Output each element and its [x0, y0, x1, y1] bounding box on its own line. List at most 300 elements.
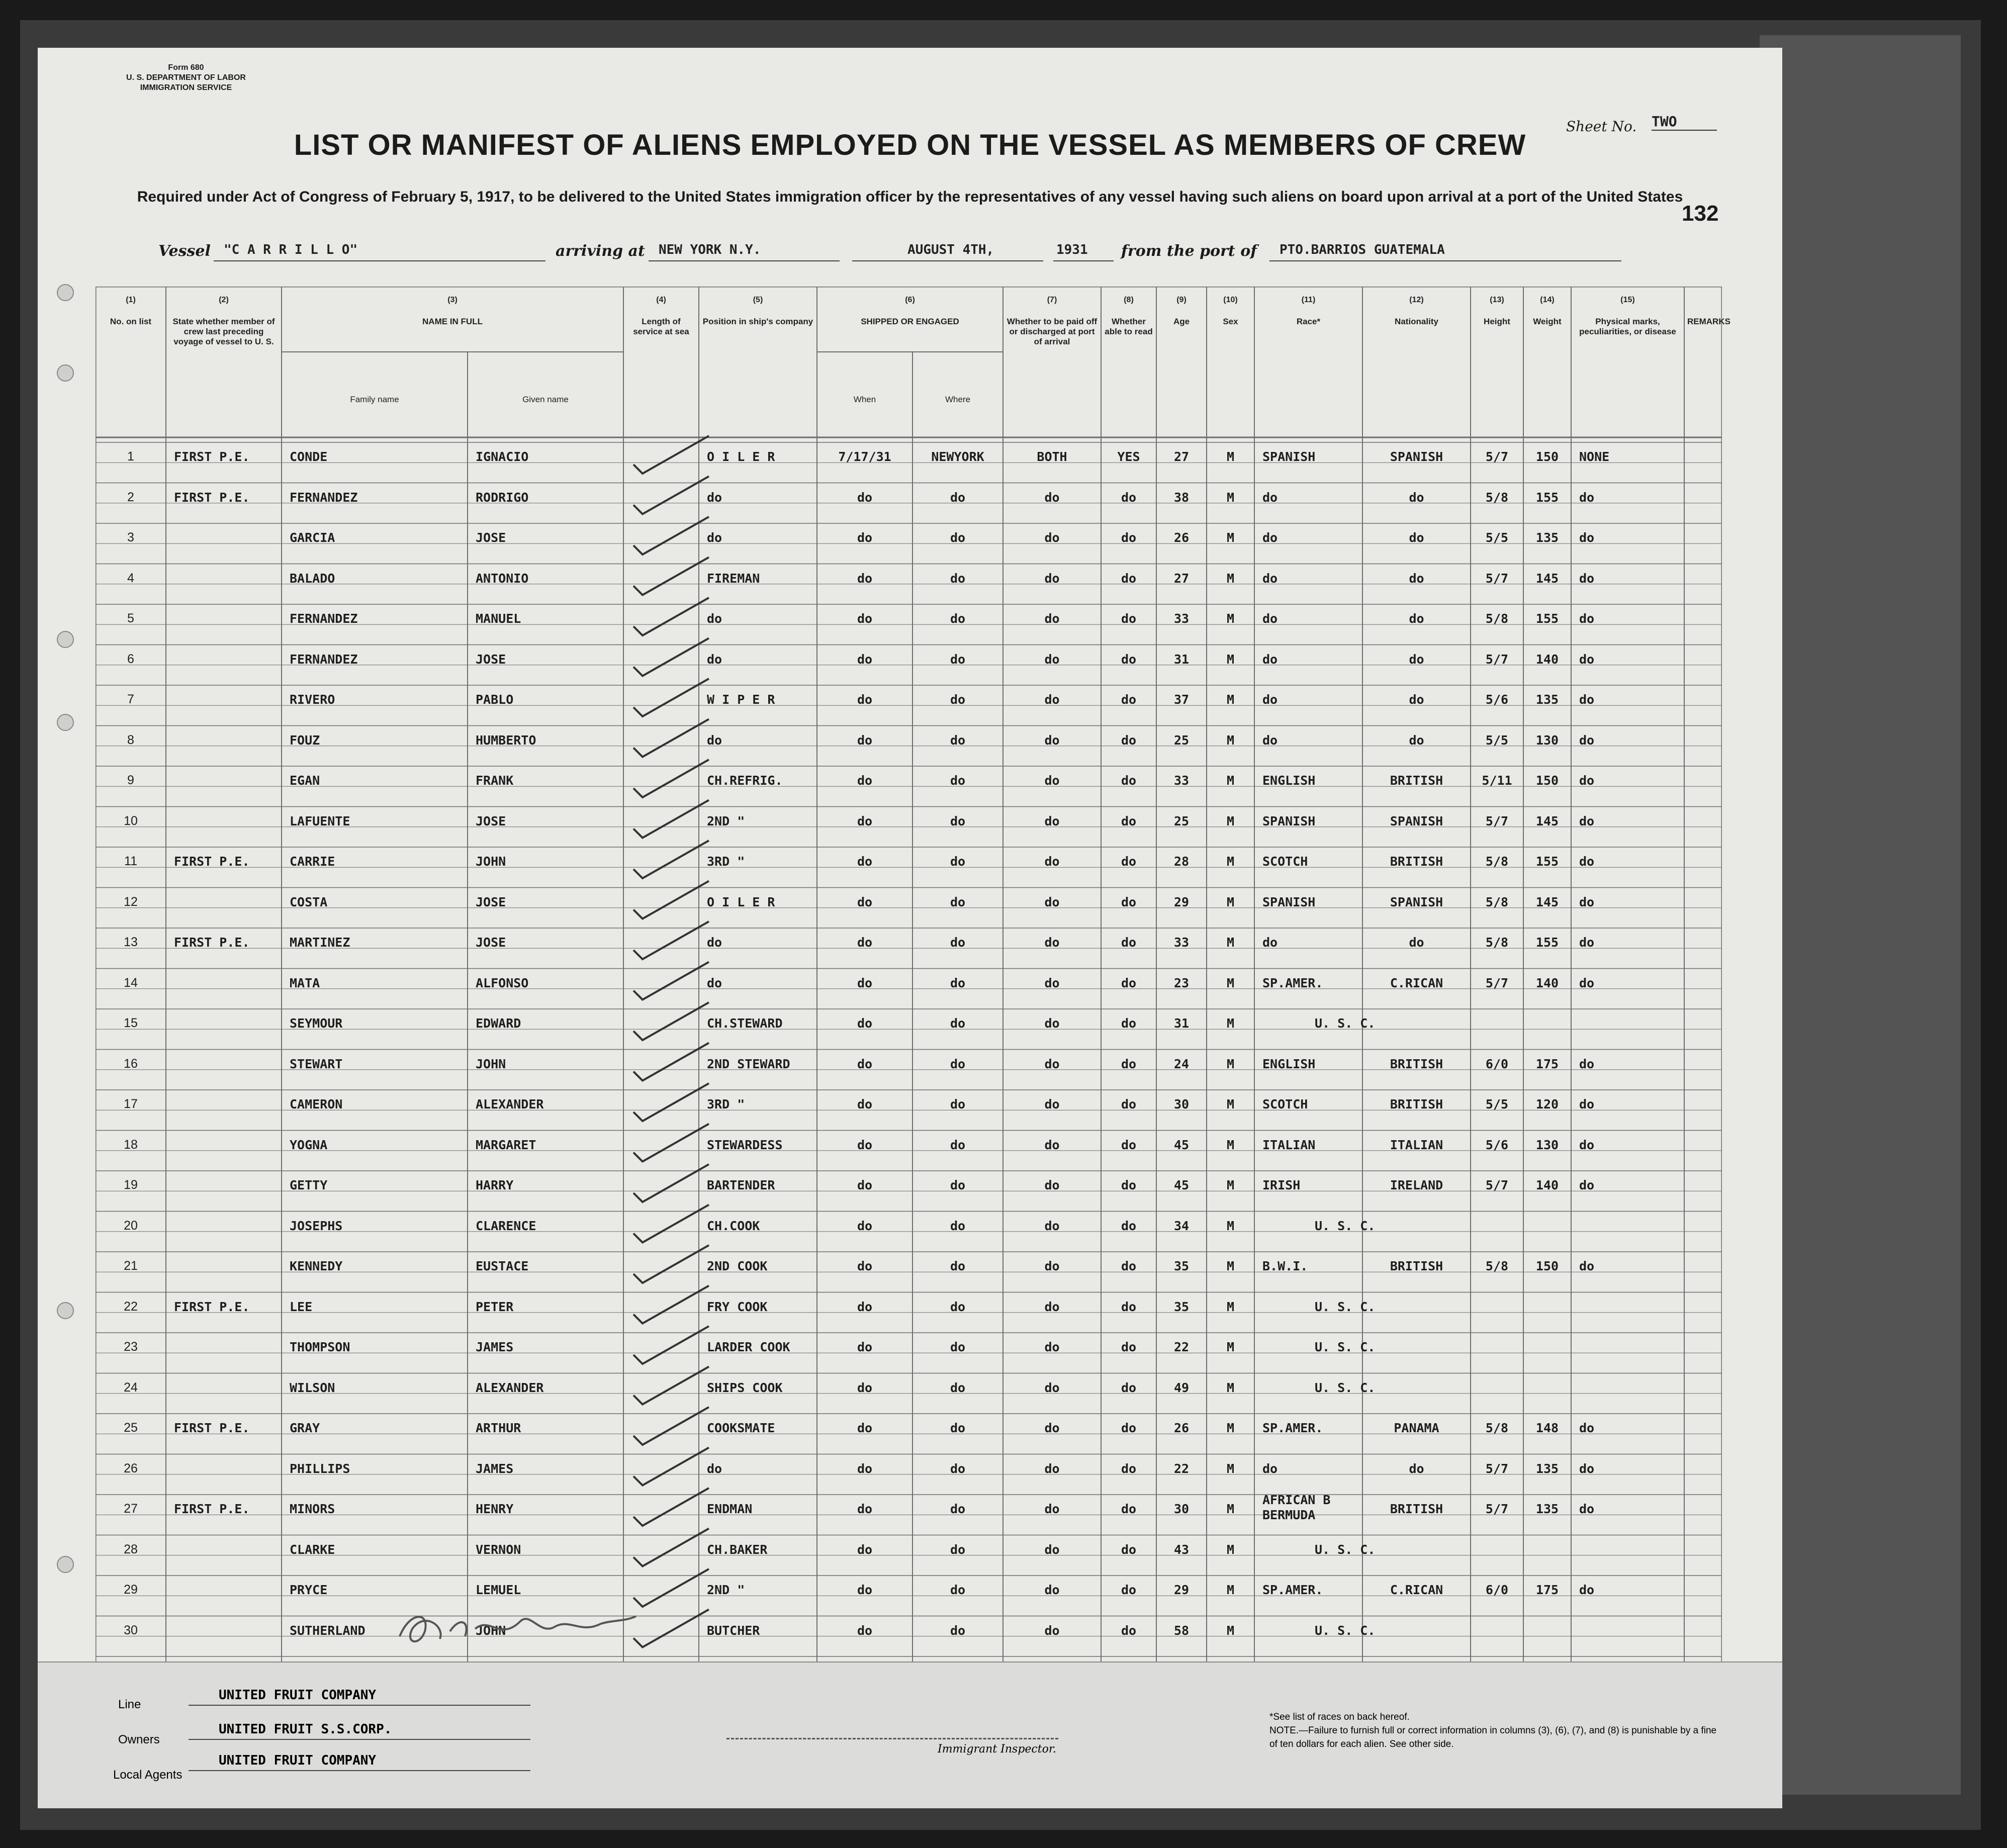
column-number: (6) — [905, 296, 915, 304]
check-mark — [633, 1043, 709, 1081]
cell-when: do — [857, 1178, 873, 1192]
cell-age: 30 — [1173, 1097, 1190, 1112]
check-mark — [633, 881, 709, 919]
cell-family: RIVERO — [290, 692, 335, 707]
cell-age: 24 — [1173, 1056, 1190, 1071]
cell-race: do — [1262, 935, 1278, 950]
cell-weight: 150 — [1535, 1259, 1559, 1273]
cell-given: RODRIGO — [476, 490, 529, 505]
cell-position: 2ND " — [707, 813, 745, 828]
cell-weight: 150 — [1535, 773, 1559, 788]
cell-family: LEE — [290, 1299, 313, 1314]
column-number: (5) — [753, 296, 763, 304]
binder-hole — [57, 714, 74, 731]
cell-height: 5/7 — [1485, 1178, 1509, 1192]
cell-read: do — [1121, 1137, 1137, 1152]
races-note: *See list of races on back hereof. — [1269, 1712, 1410, 1722]
cell-position: 2ND " — [707, 1583, 745, 1597]
cell-weight: 155 — [1535, 611, 1559, 626]
cell-position: 3RD " — [707, 854, 745, 869]
cell-given: ANTONIO — [476, 571, 529, 586]
cell-sex: M — [1226, 1299, 1235, 1314]
column-number: (8) — [1124, 296, 1134, 304]
cell-read: do — [1121, 490, 1137, 505]
vessel-label: Vessel — [158, 242, 211, 260]
from-label: from the port of — [1121, 242, 1257, 260]
cell-prev: FIRST P.E. — [174, 1421, 250, 1435]
cell-race: SCOTCH — [1262, 854, 1308, 869]
cell-race: ITALIAN — [1262, 1137, 1316, 1152]
cell-family: CONDE — [290, 449, 328, 464]
column-header: Position in ship's company — [702, 317, 813, 326]
cell-marks: do — [1579, 975, 1595, 990]
cell-height: 5/8 — [1485, 611, 1509, 626]
cell-family: MATA — [290, 975, 320, 990]
cell-height: 5/5 — [1485, 530, 1509, 545]
cell-where: do — [950, 1178, 966, 1192]
cell-position: W I P E R — [707, 692, 775, 707]
cell-read: do — [1121, 571, 1137, 586]
check-mark — [633, 719, 709, 757]
cell-sex: M — [1226, 732, 1235, 748]
cell-sex: M — [1226, 1380, 1235, 1395]
cell-height: 5/7 — [1485, 1502, 1509, 1516]
cell-nationality: do — [1409, 692, 1424, 707]
column-number: (7) — [1047, 296, 1057, 304]
cell-race: U. S. C. — [1315, 1218, 1376, 1233]
cell-no: 2 — [127, 490, 134, 504]
sheet-value: TWO — [1652, 113, 1717, 131]
check-mark — [633, 1083, 709, 1121]
cell-read: do — [1121, 1583, 1137, 1597]
cell-when: do — [857, 1421, 873, 1435]
cell-sex: M — [1226, 530, 1235, 545]
cell-paid: do — [1044, 773, 1060, 788]
cell-height: 5/8 — [1485, 854, 1509, 869]
cell-nationality: do — [1409, 935, 1424, 950]
from-port: PTO.BARRIOS GUATEMALA — [1280, 242, 1445, 257]
cell-age: 25 — [1173, 732, 1190, 748]
cell-no: 16 — [124, 1056, 138, 1071]
column-subheader: Family name — [350, 395, 399, 404]
cell-height: 5/11 — [1482, 773, 1512, 788]
cell-marks: do — [1579, 1461, 1595, 1476]
cell-sex: M — [1226, 692, 1235, 707]
cell-given: HENRY — [476, 1502, 514, 1516]
cell-marks: do — [1579, 1259, 1595, 1273]
cell-age: 27 — [1173, 571, 1190, 586]
cell-given: JAMES — [476, 1340, 514, 1354]
cell-age: 58 — [1173, 1623, 1190, 1638]
cell-age: 33 — [1173, 773, 1190, 788]
cell-given: JOSE — [476, 652, 506, 667]
cell-weight: 130 — [1535, 1137, 1559, 1152]
cell-marks: do — [1579, 1056, 1595, 1071]
cell-position: CH.BAKER — [707, 1542, 768, 1557]
cell-when: do — [857, 1502, 873, 1516]
cell-given: JAMES — [476, 1461, 514, 1476]
cell-given: PABLO — [476, 692, 514, 707]
cell-given: JOHN — [476, 1056, 506, 1071]
cell-where: do — [950, 1299, 966, 1314]
cell-nationality: do — [1409, 571, 1424, 586]
check-mark — [633, 517, 709, 555]
column-number: (12) — [1409, 296, 1424, 304]
cell-prev: FIRST P.E. — [174, 490, 250, 505]
cell-given: ALEXANDER — [476, 1097, 544, 1112]
inspector-label: Immigrant Inspector. — [938, 1743, 1056, 1755]
cell-sex: M — [1226, 1623, 1235, 1638]
cell-position: BARTENDER — [707, 1178, 775, 1192]
cell-family: SEYMOUR — [290, 1016, 343, 1031]
cell-family: MINORS — [290, 1502, 335, 1516]
cell-position: FIREMAN — [707, 571, 760, 586]
cell-sex: M — [1226, 1583, 1235, 1597]
cell-marks: do — [1579, 1421, 1595, 1435]
cell-given: LEMUEL — [476, 1583, 521, 1597]
cell-no: 10 — [124, 813, 138, 828]
cell-nationality: ITALIAN — [1390, 1137, 1443, 1152]
cell-given: FRANK — [476, 773, 514, 788]
cell-when: do — [857, 1583, 873, 1597]
cell-read: do — [1121, 935, 1137, 950]
check-mark — [633, 1488, 709, 1526]
cell-family: GRAY — [290, 1421, 320, 1435]
cell-no: 25 — [124, 1421, 138, 1435]
check-mark — [633, 841, 709, 878]
cell-position: do — [707, 975, 722, 990]
cell-read: do — [1121, 1542, 1137, 1557]
cell-read: do — [1121, 854, 1137, 869]
column-header: SHIPPED OR ENGAGED — [861, 317, 959, 326]
cell-family: FERNANDEZ — [290, 611, 358, 626]
cell-race: ENGLISH — [1262, 773, 1316, 788]
column-number: (15) — [1620, 296, 1635, 304]
column-header: Age — [1173, 317, 1190, 326]
cell-read: do — [1121, 1097, 1137, 1112]
cell-weight: 140 — [1535, 975, 1559, 990]
cell-height: 5/8 — [1485, 1421, 1509, 1435]
cell-given: JOHN — [476, 1623, 506, 1638]
cell-given: HUMBERTO — [476, 732, 536, 748]
cell-paid: do — [1044, 1421, 1060, 1435]
cell-height: 5/7 — [1485, 449, 1509, 464]
from-port-field — [1269, 241, 1621, 261]
cell-weight: 135 — [1535, 1461, 1559, 1476]
cell-read: do — [1121, 975, 1137, 990]
cell-paid: do — [1044, 1380, 1060, 1395]
cell-no: 22 — [124, 1299, 138, 1314]
cell-read: do — [1121, 1218, 1137, 1233]
column-header: Whether to be paid off or discharged at port of arrival — [1007, 317, 1098, 346]
cell-no: 20 — [124, 1218, 138, 1233]
penalty-note: NOTE.—Failure to furnish full or correct information in columns (3), (6), (7), and (8) is punishable by a fine of ten dollars for each alien. See other side. — [1269, 1725, 1717, 1749]
cell-position: do — [707, 490, 722, 505]
cell-where: do — [950, 773, 966, 788]
cell-sex: M — [1226, 449, 1235, 464]
cell-read: do — [1121, 1259, 1137, 1273]
cell-age: 33 — [1173, 935, 1190, 950]
cell-position: 2ND STEWARD — [707, 1056, 790, 1071]
cell-family: MARTINEZ — [290, 935, 350, 950]
cell-family: YOGNA — [290, 1137, 328, 1152]
cell-where: do — [950, 1421, 966, 1435]
cell-nationality: do — [1409, 530, 1424, 545]
cell-marks: do — [1579, 894, 1595, 909]
cell-given: CLARENCE — [476, 1218, 536, 1233]
cell-weight: 155 — [1535, 490, 1559, 505]
check-mark — [633, 1529, 709, 1566]
cell-when: do — [857, 1380, 873, 1395]
line-value: UNITED FRUIT COMPANY — [189, 1688, 530, 1706]
cell-no: 17 — [124, 1097, 138, 1111]
column-subheader: When — [853, 395, 876, 404]
cell-given: JOHN — [476, 854, 506, 869]
cell-paid: do — [1044, 813, 1060, 828]
cell-where: do — [950, 1542, 966, 1557]
cell-when: do — [857, 1097, 873, 1112]
cell-sex: M — [1226, 1097, 1235, 1112]
cell-where: do — [950, 530, 966, 545]
cell-position: O I L E R — [707, 894, 775, 909]
cell-age: 34 — [1173, 1218, 1190, 1233]
check-mark — [633, 1164, 709, 1202]
cell-given: IGNACIO — [476, 449, 529, 464]
cell-paid: do — [1044, 935, 1060, 950]
cell-marks: do — [1579, 571, 1595, 586]
cell-where: do — [950, 1056, 966, 1071]
cell-family: CLARKE — [290, 1542, 335, 1557]
column-subheader: Where — [945, 395, 971, 404]
cell-race: SP.AMER. — [1262, 1421, 1323, 1435]
check-mark — [633, 436, 709, 474]
inspector-signature-line — [726, 1738, 1058, 1739]
cell-read: do — [1121, 773, 1137, 788]
cell-paid: do — [1044, 1218, 1060, 1233]
check-mark — [633, 679, 709, 716]
cell-given: EUSTACE — [476, 1259, 529, 1273]
cell-marks: do — [1579, 530, 1595, 545]
cell-where: do — [950, 1380, 966, 1395]
cell-where: do — [950, 854, 966, 869]
cell-height: 5/8 — [1485, 1259, 1509, 1273]
cell-family: THOMPSON — [290, 1340, 350, 1354]
cell-age: 26 — [1173, 1421, 1190, 1435]
cell-when: do — [857, 854, 873, 869]
cell-height: 5/6 — [1485, 1137, 1509, 1152]
check-mark — [633, 1286, 709, 1324]
cell-marks: do — [1579, 813, 1595, 828]
cell-given: JOSE — [476, 813, 506, 828]
cell-marks: do — [1579, 1583, 1595, 1597]
binder-hole — [57, 1302, 74, 1319]
cell-age: 37 — [1173, 692, 1190, 707]
cell-nationality: SPANISH — [1390, 449, 1443, 464]
cell-race: U. S. C. — [1315, 1623, 1376, 1638]
cell-nationality: do — [1409, 1461, 1424, 1476]
cell-when: do — [857, 530, 873, 545]
column-number: (3) — [447, 296, 458, 304]
check-mark — [633, 962, 709, 1000]
cell-weight: 135 — [1535, 1502, 1559, 1516]
cell-race: ENGLISH — [1262, 1056, 1316, 1071]
column-number: (11) — [1301, 296, 1316, 304]
cell-paid: do — [1044, 975, 1060, 990]
cell-nationality: BRITISH — [1390, 773, 1443, 788]
cell-family: KENNEDY — [290, 1259, 343, 1273]
cell-position: do — [707, 530, 722, 545]
cell-nationality: BRITISH — [1390, 854, 1443, 869]
cell-sex: M — [1226, 1137, 1235, 1152]
cell-when: do — [857, 894, 873, 909]
cell-position: O I L E R — [707, 449, 775, 464]
cell-nationality: BRITISH — [1390, 1502, 1443, 1516]
cell-height: 5/7 — [1485, 975, 1509, 990]
cell-sex: M — [1226, 773, 1235, 788]
cell-paid: do — [1044, 1097, 1060, 1112]
cell-marks: do — [1579, 935, 1595, 950]
cell-where: do — [950, 692, 966, 707]
cell-where: do — [950, 1502, 966, 1516]
cell-race: SP.AMER. — [1262, 1583, 1323, 1597]
cell-sex: M — [1226, 975, 1235, 990]
cell-race: SP.AMER. — [1262, 975, 1323, 990]
column-header: Height — [1484, 317, 1510, 326]
column-header: REMARKS — [1687, 317, 1730, 326]
cell-height: 5/8 — [1485, 490, 1509, 505]
cell-when: do — [857, 611, 873, 626]
cell-marks: do — [1579, 490, 1595, 505]
cell-no: 14 — [124, 975, 138, 990]
cell-when: do — [857, 1218, 873, 1233]
cell-weight: 148 — [1535, 1421, 1559, 1435]
check-mark — [633, 1448, 709, 1486]
cell-sex: M — [1226, 490, 1235, 505]
check-mark — [633, 1326, 709, 1364]
cell-sex: M — [1226, 935, 1235, 950]
cell-paid: do — [1044, 1583, 1060, 1597]
cell-weight: 145 — [1535, 813, 1559, 828]
cell-position: BUTCHER — [707, 1623, 760, 1638]
cell-nationality: do — [1409, 732, 1424, 748]
cell-no: 21 — [124, 1259, 138, 1273]
cell-where: do — [950, 1218, 966, 1233]
binder-hole — [57, 1556, 74, 1573]
cell-paid: do — [1044, 732, 1060, 748]
column-number: (2) — [219, 296, 229, 304]
cell-read: do — [1121, 1502, 1137, 1516]
cell-height: 5/8 — [1485, 894, 1509, 909]
cell-sex: M — [1226, 894, 1235, 909]
cell-where: do — [950, 1583, 966, 1597]
column-header: Sex — [1223, 317, 1238, 326]
column-number: (10) — [1223, 296, 1238, 304]
cell-sex: M — [1226, 1340, 1235, 1354]
cell-age: 22 — [1173, 1340, 1190, 1354]
cell-given: ARTHUR — [476, 1421, 521, 1435]
cell-race: do — [1262, 692, 1278, 707]
date-field — [852, 241, 1043, 261]
cell-read: do — [1121, 1016, 1137, 1031]
cell-when: do — [857, 1299, 873, 1314]
cell-height: 5/7 — [1485, 813, 1509, 828]
cell-no: 23 — [124, 1340, 138, 1354]
manifest-sheet — [38, 48, 1782, 1661]
cell-age: 43 — [1173, 1542, 1190, 1557]
cell-when: do — [857, 571, 873, 586]
cell-paid: do — [1044, 652, 1060, 667]
cell-nationality: do — [1409, 490, 1424, 505]
cell-paid: do — [1044, 1461, 1060, 1476]
sheet-number-stamp: 132 — [1682, 201, 1719, 226]
cell-no: 7 — [127, 692, 134, 706]
cell-sex: M — [1226, 1056, 1235, 1071]
cell-when: 7/17/31 — [838, 449, 891, 464]
column-number: (14) — [1540, 296, 1555, 304]
cell-family: FOUZ — [290, 732, 320, 748]
cell-when: do — [857, 1137, 873, 1152]
cell-nationality: PANAMA — [1394, 1421, 1439, 1435]
cell-read: do — [1121, 813, 1137, 828]
year-field — [1053, 241, 1114, 261]
cell-age: 31 — [1173, 652, 1190, 667]
cell-when: do — [857, 490, 873, 505]
cell-age: 35 — [1173, 1299, 1190, 1314]
check-mark — [633, 598, 709, 635]
column-number: (1) — [126, 296, 136, 304]
form-header — [70, 63, 302, 93]
cell-age: 30 — [1173, 1502, 1190, 1516]
cell-height: 5/5 — [1485, 1097, 1509, 1112]
cell-race: do — [1262, 1461, 1278, 1476]
cell-sex: M — [1226, 1421, 1235, 1435]
cell-prev: FIRST P.E. — [174, 935, 250, 950]
cell-when: do — [857, 1016, 873, 1031]
cell-position: ENDMAN — [707, 1502, 753, 1516]
cell-marks: do — [1579, 732, 1595, 748]
cell-prev: FIRST P.E. — [174, 1502, 250, 1516]
vessel-name-field — [214, 241, 545, 261]
cell-marks: do — [1579, 652, 1595, 667]
cell-age: 33 — [1173, 611, 1190, 626]
cell-when: do — [857, 813, 873, 828]
cell-where: do — [950, 1137, 966, 1152]
cell-age: 45 — [1173, 1137, 1190, 1152]
cell-age: 35 — [1173, 1259, 1190, 1273]
cell-given: ALFONSO — [476, 975, 529, 990]
check-mark — [633, 760, 709, 797]
cell-height: 5/5 — [1485, 732, 1509, 748]
cell-marks: NONE — [1579, 449, 1610, 464]
cell-weight: 145 — [1535, 894, 1559, 909]
cell-when: do — [857, 1623, 873, 1638]
cell-when: do — [857, 1056, 873, 1071]
cell-when: do — [857, 773, 873, 788]
cell-sex: M — [1226, 1178, 1235, 1192]
cell-family: GETTY — [290, 1178, 328, 1192]
cell-family: EGAN — [290, 773, 320, 788]
cell-paid: do — [1044, 1542, 1060, 1557]
page-title: LIST OR MANIFEST OF ALIENS EMPLOYED ON THE VESSEL AS MEMBERS OF CREW — [294, 129, 1526, 161]
cell-read: do — [1121, 652, 1137, 667]
cell-no: 11 — [124, 854, 137, 868]
check-mark — [633, 1367, 709, 1405]
cell-no: 19 — [124, 1178, 138, 1192]
cell-height: 5/7 — [1485, 571, 1509, 586]
cell-where: do — [950, 1623, 966, 1638]
cell-age: 27 — [1173, 449, 1190, 464]
cell-age: 38 — [1173, 490, 1190, 505]
